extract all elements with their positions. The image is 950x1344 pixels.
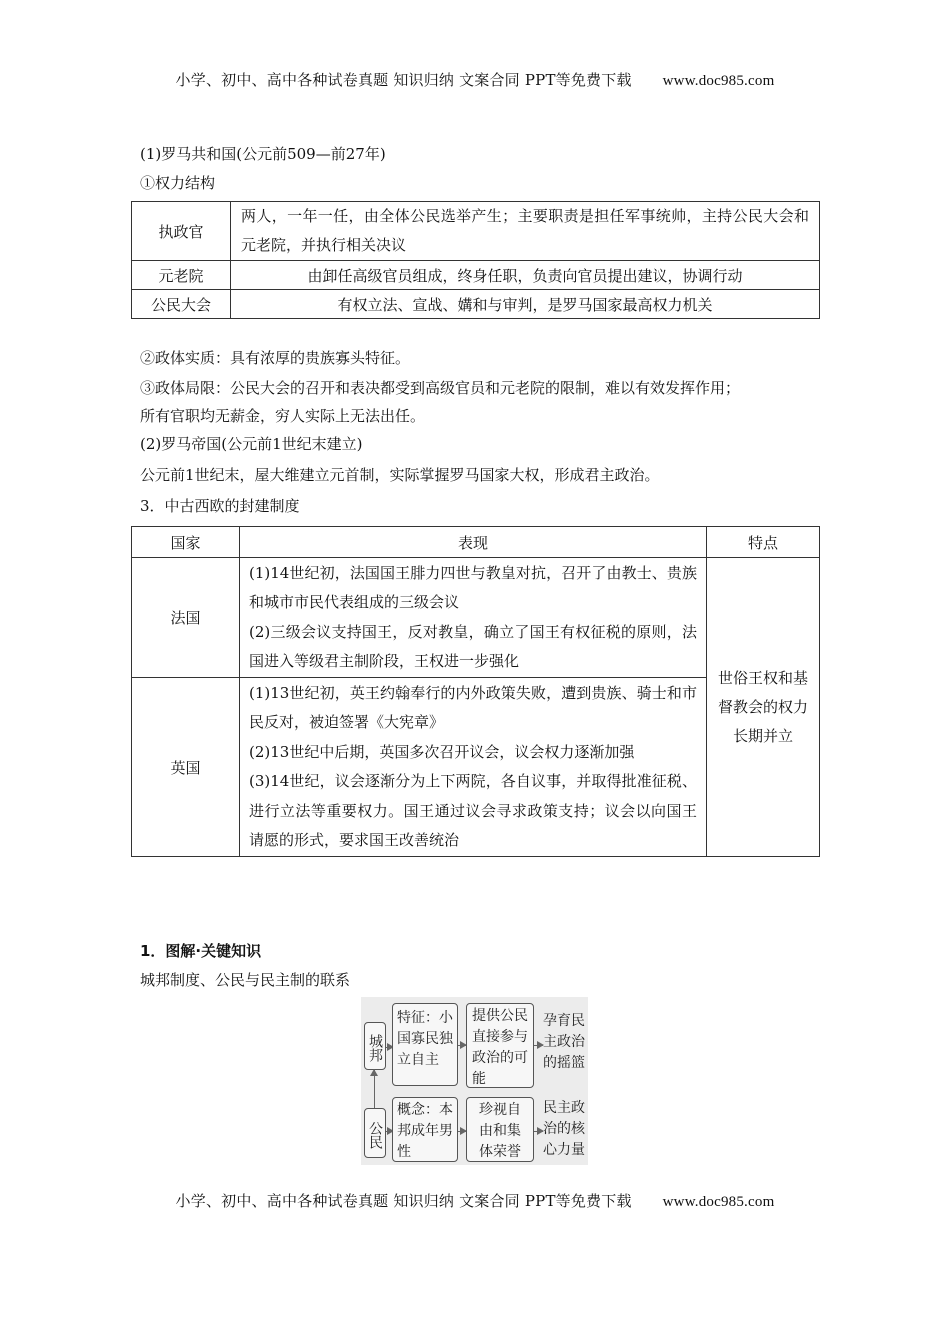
page-header (0, 69, 950, 90)
arrow-right-icon (458, 1045, 466, 1046)
france-performance (240, 558, 707, 678)
essence-text: ②政体实质：具有浓厚的贵族寡头特征。 (140, 349, 411, 367)
organ-cell: 元老院 (132, 261, 231, 290)
organ-cell: 执政官 (132, 202, 231, 261)
arrow-up-icon (374, 1070, 375, 1108)
limits-text-1: ③政体局限：公民大会的召开和表决都受到高级官员和元老院的限制，难以有效发挥作用； (140, 379, 741, 397)
table-row-france (132, 558, 820, 678)
france-item: (1)14世纪初，法国国王腓力四世与教皇对抗，召开了由教士、贵族和城市市民代表组成的三级会议 (249, 563, 697, 611)
city-state-box: 城邦 (364, 1022, 386, 1070)
relation-diagram (361, 997, 588, 1165)
rome-empire-text: 公元前1世纪末，屋大维建立元首制，实际掌握罗马国家大权，形成君主政治。 (140, 466, 660, 484)
table-header-row (132, 527, 820, 558)
footer-site[interactable]: www.doc985.com (662, 1194, 775, 1210)
rome-republic-heading: (1)罗马共和国(公元前509—前27年) (140, 145, 386, 163)
citizen-concept-box: 概念：本邦成年男性 (392, 1097, 458, 1162)
england-item: (1)13世纪初，英王约翰奉行的内外政策失败，遭到贵族、骑士和市民反对，被迫签署《大宪章》 (249, 683, 697, 731)
rome-empire-heading: (2)罗马帝国(公元前1世纪末建立) (140, 435, 363, 453)
country-england: 英国 (132, 678, 240, 857)
feature-cell: 世俗王权和基督教会的权力长期并立 (707, 558, 820, 857)
citizen-box: 公民 (364, 1108, 386, 1158)
feudal-heading: 3．中古西欧的封建制度 (140, 497, 300, 515)
country-france: 法国 (132, 558, 240, 678)
arrow-right-icon (534, 1131, 543, 1132)
col-header-country: 国家 (132, 527, 240, 558)
table-row (132, 261, 820, 290)
organ-cell: 公民大会 (132, 290, 231, 319)
citizen-middle-box: 珍视自由和集体荣誉 (466, 1097, 534, 1162)
table-row (132, 290, 820, 319)
france-item: (2)三级会议支持国王，反对教皇，确立了国王有权征税的原则，法国进入等级君主制阶段，王权进一步强化 (249, 622, 697, 670)
footer-text: 小学、初中、高中各种试卷真题 知识归纳 文案合同 PPT等免费下载 (175, 1192, 632, 1210)
table-row (132, 202, 820, 261)
header-site[interactable]: www.doc985.com (662, 73, 775, 89)
city-feature-box: 特征：小国寡民独立自主 (392, 1003, 458, 1086)
feudal-table (131, 526, 820, 857)
col-header-performance: 表现 (240, 527, 707, 558)
arrow-right-icon (534, 1045, 543, 1046)
page-footer (0, 1190, 950, 1211)
power-structure-table (131, 201, 820, 319)
power-structure-label: ①权力结构 (140, 174, 216, 192)
diagram-heading: 1．图解·关键知识 (140, 942, 262, 960)
desc-cell: 有权立法、宣战、媾和与审判，是罗马国家最高权力机关 (231, 290, 820, 319)
col-header-feature: 特点 (707, 527, 820, 558)
england-item: (3)14世纪，议会逐渐分为上下两院，各自议事，并取得批准征税、进行立法等重要权力。国王通过议会寻求政策支持；议会以向国王请愿的形式，要求国王改善统治 (249, 772, 697, 849)
city-result-text: 孕育民主政治的摇篮 (543, 1013, 585, 1071)
header-text: 小学、初中、高中各种试卷真题 知识归纳 文案合同 PPT等免费下载 (175, 71, 632, 89)
england-item: (2)13世纪中后期，英国多次召开议会，议会权力逐渐加强 (249, 742, 635, 761)
arrow-right-icon (458, 1131, 466, 1132)
citizen-result-text: 民主政治的核心力量 (543, 1100, 585, 1158)
desc-cell: 由卸任高级官员组成，终身任职，负责向官员提出建议，协调行动 (231, 261, 820, 290)
city-middle-box: 提供公民直接参与政治的可能 (466, 1003, 534, 1088)
diagram-subtitle: 城邦制度、公民与民主制的联系 (140, 971, 351, 989)
england-performance (240, 678, 707, 857)
desc-cell: 两人，一年一任，由全体公民选举产生；主要职责是担任军事统帅，主持公民大会和元老院，并执行相关决议 (231, 202, 820, 261)
limits-text-2: 所有官职均无薪金，穷人实际上无法出任。 (140, 407, 426, 425)
